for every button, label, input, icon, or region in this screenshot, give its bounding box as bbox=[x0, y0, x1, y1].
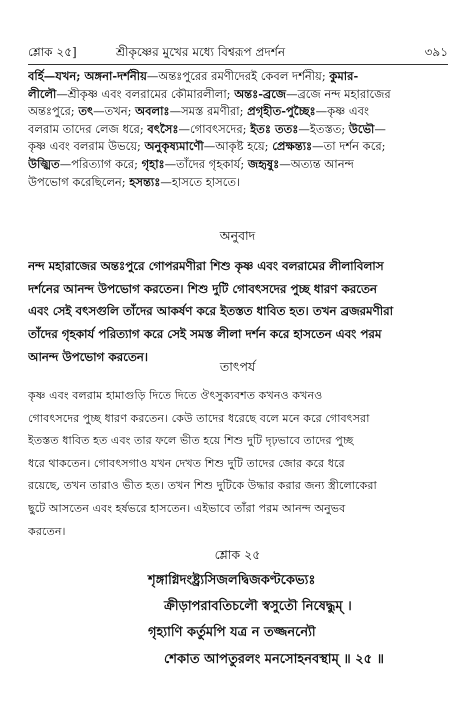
gloss-meaning: বলরাম তাদের লেজ ধরে; bbox=[28, 121, 148, 136]
purport-line: গোবৎসদের পুচ্ছ ধারণ করতেন। কেউ তাদের ধরেছে বলে মনে করে গোবৎসরা bbox=[28, 411, 370, 425]
gloss-meaning: কৃষ্ণ এবং বলরাম উভয়ে; bbox=[28, 139, 145, 154]
gloss-meaning: —তা দর্শন করে; bbox=[312, 139, 386, 154]
verse-line: গৃহ্যাণি কর্তুমপি যত্র ন তজ্জনন্যৌ bbox=[148, 625, 316, 640]
gloss-meaning: —গোবৎসদের; bbox=[178, 121, 251, 136]
gloss-term: অঙ্গনা-দর্শনীয় bbox=[84, 69, 147, 83]
gloss-line bbox=[28, 68, 448, 86]
gloss-meaning: —তাঁদের গৃহকার্য; bbox=[164, 156, 248, 171]
gloss-meaning: —তখন; bbox=[93, 104, 136, 119]
purport-line: ইতস্তত ধাবিত হত এবং তার ফলে ভীত হয়ে শিশু দুটি দৃঢ়ভাবে তাদের পুচ্ছ bbox=[28, 434, 354, 448]
gloss-line bbox=[28, 86, 448, 104]
gloss-term: অনুকৃষ্যমাণৌ bbox=[144, 139, 204, 154]
purport-line: ধরে থাকতেন। গোবৎসগাও যখন দেখত শিশু দুটি তাদের জোর করে ধরে bbox=[28, 456, 345, 470]
chapter-title: শ্রীকৃষ্ণের মুখের মধ্যে বিশ্বরূপ প্রদর্শন bbox=[116, 45, 286, 59]
translation-line: এবং সেই বৎসগুলি তাঁদের আকর্ষণ করে ইতস্তত ধাবিত হত। তখন ব্রজরমণীরা bbox=[28, 304, 393, 319]
verse-line: ক্রীড়াপরাবতিচলৌ স্বসুতৌ নিষেদ্ধুম্ । bbox=[164, 599, 352, 614]
running-header bbox=[28, 44, 448, 62]
translation-line: দর্শনের আনন্দ উপভোগ করতেন। শিশু দুটি গোবৎসদের পুচ্ছ ধারণ করতেন bbox=[28, 281, 377, 296]
gloss-term: তৎ bbox=[78, 104, 94, 119]
gloss-meaning: —কৃষ্ণ এবং bbox=[315, 104, 369, 119]
purport-line: রয়েছে, তখন তারাও ভীত হত। তখন শিশু দুটিকে উদ্ধার করার জন্য স্ত্রীলোকেরা bbox=[28, 479, 377, 493]
gloss-term: বৎসৈঃ bbox=[147, 121, 179, 136]
gloss-meaning: —পরিত্যাগ করে; bbox=[59, 156, 142, 171]
gloss-term: কুমার- bbox=[329, 69, 359, 83]
gloss-meaning: —ইতস্তত; bbox=[298, 121, 349, 136]
gloss-meaning: —অন্তঃপুরের রমণীদেরই কেবল দর্শনীয়; bbox=[146, 69, 330, 83]
page-number: ৩৯১ bbox=[424, 45, 448, 59]
gloss-meaning: —সমস্ত রমণীরা; bbox=[169, 104, 248, 119]
chapter-verse-reference: শ্লোক ২৫] bbox=[28, 45, 77, 59]
gloss-term: হসন্ত্যঃ bbox=[129, 174, 161, 189]
gloss-meaning: —হাসতে হাসতে। bbox=[160, 174, 241, 189]
gloss-term: প্রগৃহীত-পুচ্ছৈঃ bbox=[247, 104, 316, 119]
gloss-term: গৃহাঃ bbox=[141, 156, 165, 171]
gloss-term: উজ্ঝিত bbox=[28, 156, 60, 171]
word-for-word-gloss bbox=[28, 68, 448, 191]
purport-line: ছুটে আসতেন এবং হর্ষভরে হাসতেন। এইভাবে তাঁরা পরম আনন্দ অনুভব bbox=[28, 501, 346, 515]
gloss-meaning: —আকৃষ্ট হয়ে; bbox=[203, 139, 273, 154]
verse-line: শৃঙ্গাগ্নিদংষ্ট্র্যসিজলদ্বিজকণ্টকেভ্যঃ bbox=[148, 573, 316, 588]
gloss-term: বর্হি—যখন; bbox=[28, 69, 85, 83]
translation-text bbox=[28, 255, 448, 369]
purport-line: কৃষ্ণ এবং বলরাম হামাগুড়ি দিতে দিতে ঔৎসুক্যবশত কখনও কখনও bbox=[28, 389, 323, 402]
translation-line: আনন্দ উপভোগ করতেন। bbox=[28, 349, 148, 364]
gloss-term: প্রেক্ষন্ত্যঃ bbox=[272, 139, 313, 154]
gloss-meaning: — bbox=[374, 121, 386, 136]
purport-line: করতেন। bbox=[28, 524, 66, 538]
gloss-term: লীলৌ bbox=[28, 86, 57, 101]
translation-line: নন্দ মহারাজের অন্তঃপুরে গোপরমণীরা শিশু কৃষ্ণ এবং বলরামের লীলাবিলাস bbox=[28, 259, 384, 273]
gloss-meaning: অন্তঃপুরে; bbox=[28, 104, 79, 119]
gloss-line bbox=[28, 156, 448, 174]
gloss-term: ইতঃ ততঃ bbox=[250, 121, 299, 136]
header-rule bbox=[28, 64, 448, 65]
purport-text bbox=[28, 385, 448, 543]
verse-line: শেকাত আপতুরলং মনসোহনবস্থাম্ ॥ ২৫ ॥ bbox=[164, 652, 384, 667]
gloss-line bbox=[28, 138, 448, 156]
gloss-line bbox=[28, 121, 448, 139]
gloss-term: উভৌ bbox=[348, 121, 375, 136]
gloss-term: অবলাঃ bbox=[135, 104, 170, 119]
gloss-meaning: উপভোগ করেছিলেন; bbox=[28, 174, 130, 189]
gloss-meaning: —শ্রীকৃষ্ণ এবং বলরামের কৌমারলীলা; bbox=[56, 86, 235, 101]
gloss-term: অন্তঃ-ব্রজে bbox=[234, 86, 287, 101]
gloss-meaning: —অত্যন্ত আনন্দ bbox=[279, 156, 354, 171]
verse-number-heading: শ্লোক ২৫ bbox=[214, 547, 261, 562]
gloss-line bbox=[28, 174, 448, 192]
gloss-meaning: —ব্রজে নন্দ মহারাজের bbox=[286, 86, 391, 101]
gloss-line bbox=[28, 103, 448, 121]
translation-heading: অনুবাদ bbox=[219, 228, 256, 243]
translation-line: তাঁদের গৃহকার্য পরিত্যাগ করে সেই সমস্ত লীলা দর্শন করে হাসতেন এবং পরম bbox=[28, 327, 382, 342]
purport-heading: তাৎপর্য bbox=[219, 359, 256, 374]
gloss-term: জহৃষুঃ bbox=[247, 156, 280, 171]
